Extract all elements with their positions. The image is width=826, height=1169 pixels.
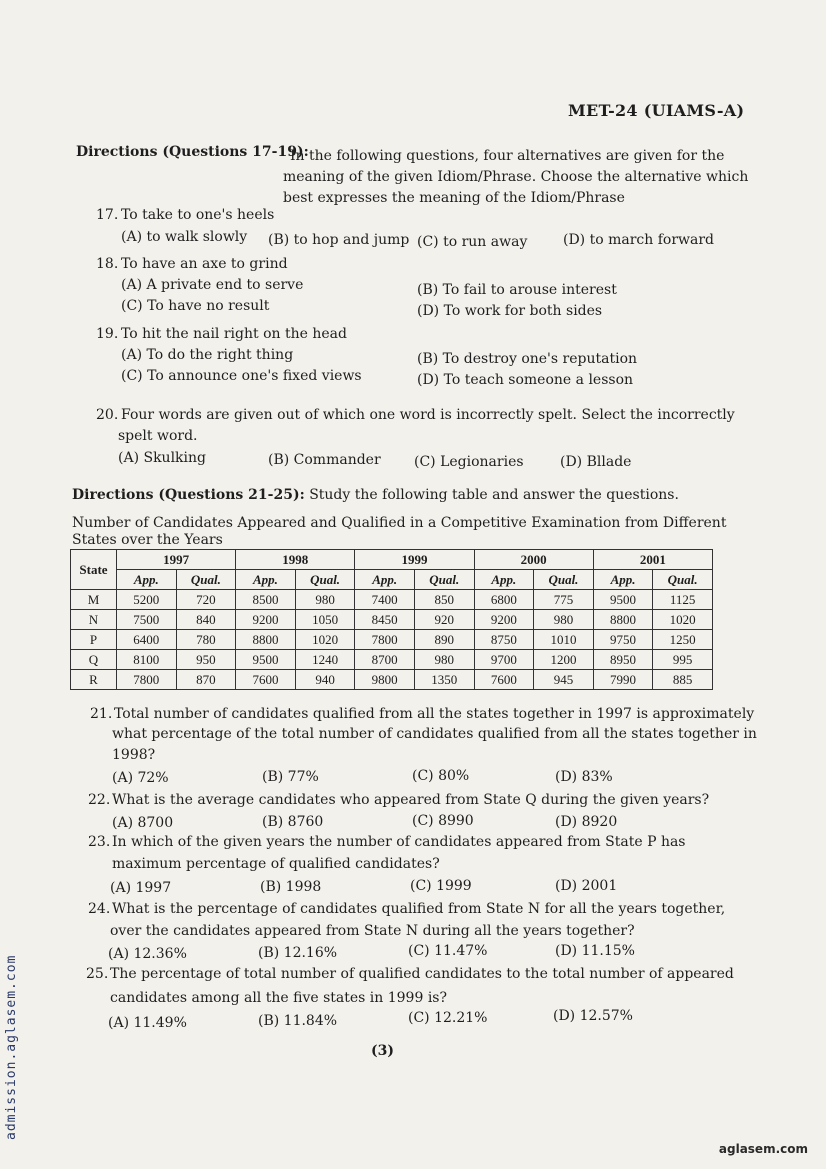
year-header: 2001 [593, 550, 712, 570]
app-header: App. [355, 570, 415, 590]
option-c: (C) to run away [417, 234, 528, 250]
qual-cell: 890 [414, 630, 474, 650]
option-b: (B) Commander [268, 452, 381, 468]
option-c: (C) 11.47% [408, 943, 488, 959]
option-a: (A) 11.49% [108, 1015, 187, 1031]
question-number: 18. [96, 256, 119, 272]
option-b: (B) 12.16% [258, 945, 338, 961]
year-header: 1997 [117, 550, 236, 570]
option-a: (A) 72% [112, 770, 169, 786]
qual-cell: 780 [176, 630, 236, 650]
qual-cell: 995 [653, 650, 713, 670]
question-text: To hit the nail right on the head [121, 326, 347, 342]
qual-cell: 1200 [534, 650, 594, 670]
app-cell: 9200 [236, 610, 296, 630]
question-text-line3: 1998? [112, 747, 156, 763]
option-d: (D) 12.57% [553, 1008, 633, 1024]
qual-cell: 1250 [653, 630, 713, 650]
table-row [71, 610, 713, 630]
option-b: (B) 1998 [260, 879, 322, 895]
side-watermark: admission.aglasem.com [4, 954, 19, 1140]
state-cell: Q [71, 650, 117, 670]
option-d: (D) To work for both sides [417, 303, 603, 319]
app-header: App. [236, 570, 296, 590]
qual-header: Qual. [653, 570, 713, 590]
qual-cell: 1020 [295, 630, 355, 650]
qual-header: Qual. [295, 570, 355, 590]
app-header: App. [474, 570, 534, 590]
app-cell: 7600 [236, 670, 296, 690]
option-a: (A) A private end to serve [121, 277, 304, 293]
qual-cell: 720 [176, 590, 236, 610]
state-cell: M [71, 590, 117, 610]
question-text-line2: candidates among all the five states in 1999 is? [110, 990, 447, 1006]
directions-text-line1: In the following questions, four alternatives are given for the [290, 148, 725, 164]
question-text: What is the average candidates who appeared from State Q during the given years? [112, 792, 710, 808]
qual-cell: 870 [176, 670, 236, 690]
question-number: 22. [88, 792, 111, 808]
app-cell: 9500 [593, 590, 653, 610]
state-cell: N [71, 610, 117, 630]
question-text-line1: What is the percentage of candidates qualified from State N for all the years together, [112, 901, 726, 917]
app-cell: 5200 [117, 590, 177, 610]
year-header: 1999 [355, 550, 474, 570]
year-header: 2000 [474, 550, 593, 570]
table-row [71, 650, 713, 670]
option-d: (D) 2001 [555, 878, 618, 894]
table-subheader-row [71, 570, 713, 590]
app-cell: 7600 [474, 670, 534, 690]
state-cell: R [71, 670, 117, 690]
app-header: App. [593, 570, 653, 590]
qual-cell: 945 [534, 670, 594, 690]
question-number: 24. [88, 901, 111, 917]
year-header: 1998 [236, 550, 355, 570]
app-cell: 7800 [117, 670, 177, 690]
option-d: (D) 8920 [555, 814, 618, 830]
question-text: To take to one's heels [121, 207, 275, 223]
qual-header: Qual. [414, 570, 474, 590]
qual-cell: 1010 [534, 630, 594, 650]
directions-text-line2: meaning of the given Idiom/Phrase. Choose the alternative which [283, 169, 749, 185]
option-a: (A) To do the right thing [121, 347, 294, 363]
qual-cell: 850 [414, 590, 474, 610]
app-cell: 9700 [474, 650, 534, 670]
app-cell: 8800 [236, 630, 296, 650]
qual-cell: 1050 [295, 610, 355, 630]
app-cell: 9500 [236, 650, 296, 670]
app-cell: 6400 [117, 630, 177, 650]
option-b: (B) To destroy one's reputation [417, 351, 638, 367]
option-a: (A) to walk slowly [121, 229, 248, 245]
question-number: 19. [96, 326, 119, 342]
candidates-table [70, 549, 713, 690]
directions-21-25 [72, 487, 679, 503]
state-header: State [71, 550, 117, 590]
option-c: (C) To have no result [121, 298, 270, 314]
option-c: (C) 1999 [410, 878, 472, 894]
question-text-line1: Four words are given out of which one word is incorrectly spelt. Select the incorrectly [121, 407, 735, 423]
state-cell: P [71, 630, 117, 650]
question-number: 20. [96, 407, 119, 423]
paper-code: MET-24 (UIAMS-A) [568, 101, 745, 120]
option-b: (B) to hop and jump [268, 232, 410, 248]
table-row [71, 630, 713, 650]
app-cell: 8700 [355, 650, 415, 670]
question-text-line1: In which of the given years the number of candidates appeared from State P has [112, 834, 686, 850]
question-number: 23. [88, 834, 111, 850]
question-text-line2: over the candidates appeared from State N during all the years together? [110, 923, 635, 939]
qual-cell: 1020 [653, 610, 713, 630]
app-cell: 9800 [355, 670, 415, 690]
option-c: (C) Legionaries [414, 454, 524, 470]
option-c: (C) 12.21% [408, 1010, 488, 1026]
table-caption-line1: Number of Candidates Appeared and Qualified in a Competitive Examination from Different [72, 515, 727, 531]
app-cell: 9200 [474, 610, 534, 630]
question-number: 17. [96, 207, 119, 223]
app-header: App. [117, 570, 177, 590]
option-a: (A) 1997 [110, 880, 172, 896]
question-text-line2: maximum percentage of qualified candidates? [112, 856, 440, 872]
directions-label-21-25: Directions (Questions 21-25): [72, 487, 305, 503]
table-row [71, 590, 713, 610]
app-cell: 8100 [117, 650, 177, 670]
option-a: (A) 8700 [112, 815, 174, 831]
question-text: To have an axe to grind [121, 256, 288, 272]
qual-cell: 840 [176, 610, 236, 630]
qual-cell: 950 [176, 650, 236, 670]
option-a: (A) 12.36% [108, 946, 187, 962]
app-cell: 9750 [593, 630, 653, 650]
question-text-line1: Total number of candidates qualified from all the states together in 1997 is approximately [114, 706, 755, 722]
qual-header: Qual. [176, 570, 236, 590]
option-b: (B) 77% [262, 769, 319, 785]
question-number: 25. [86, 966, 109, 982]
qual-cell: 940 [295, 670, 355, 690]
option-c: (C) To announce one's fixed views [121, 368, 362, 384]
table-row [71, 670, 713, 690]
table-caption-line2: States over the Years [72, 532, 223, 548]
qual-cell: 980 [534, 610, 594, 630]
brand-watermark: aglasem.com [718, 1142, 808, 1156]
app-cell: 8500 [236, 590, 296, 610]
question-text-line2: spelt word. [118, 428, 198, 444]
qual-cell: 1350 [414, 670, 474, 690]
app-cell: 8800 [593, 610, 653, 630]
directions-text-line3: best expresses the meaning of the Idiom/Phrase [283, 190, 625, 206]
app-cell: 7400 [355, 590, 415, 610]
app-cell: 7500 [117, 610, 177, 630]
qual-cell: 885 [653, 670, 713, 690]
question-number: 21. [90, 706, 113, 722]
app-cell: 7800 [355, 630, 415, 650]
qual-cell: 775 [534, 590, 594, 610]
qual-cell: 1240 [295, 650, 355, 670]
qual-cell: 980 [295, 590, 355, 610]
option-c: (C) 8990 [412, 813, 474, 829]
option-b: (B) 11.84% [258, 1013, 338, 1029]
option-d: (D) To teach someone a lesson [417, 372, 634, 388]
app-cell: 7990 [593, 670, 653, 690]
app-cell: 8750 [474, 630, 534, 650]
page-number: (3) [371, 1043, 394, 1059]
app-cell: 6800 [474, 590, 534, 610]
option-d: (D) 11.15% [555, 943, 635, 959]
option-a: (A) Skulking [118, 450, 206, 466]
directions-text-21-25: Study the following table and answer the questions. [309, 487, 679, 503]
option-b: (B) 8760 [262, 814, 324, 830]
qual-header: Qual. [534, 570, 594, 590]
option-c: (C) 80% [412, 768, 470, 784]
option-d: (D) to march forward [563, 232, 715, 248]
qual-cell: 920 [414, 610, 474, 630]
app-cell: 8950 [593, 650, 653, 670]
qual-cell: 1125 [653, 590, 713, 610]
table-header-row [71, 550, 713, 570]
directions-label-17-19: Directions (Questions 17-19): [76, 144, 309, 160]
option-d: (D) Bllade [560, 454, 632, 470]
table-body [71, 590, 713, 690]
question-text-line2: what percentage of the total number of candidates qualified from all the states together in [112, 726, 757, 742]
option-d: (D) 83% [555, 769, 613, 785]
qual-cell: 980 [414, 650, 474, 670]
app-cell: 8450 [355, 610, 415, 630]
option-b: (B) To fail to arouse interest [417, 282, 617, 298]
question-text-line1: The percentage of total number of qualified candidates to the total number of appeared [110, 966, 734, 982]
